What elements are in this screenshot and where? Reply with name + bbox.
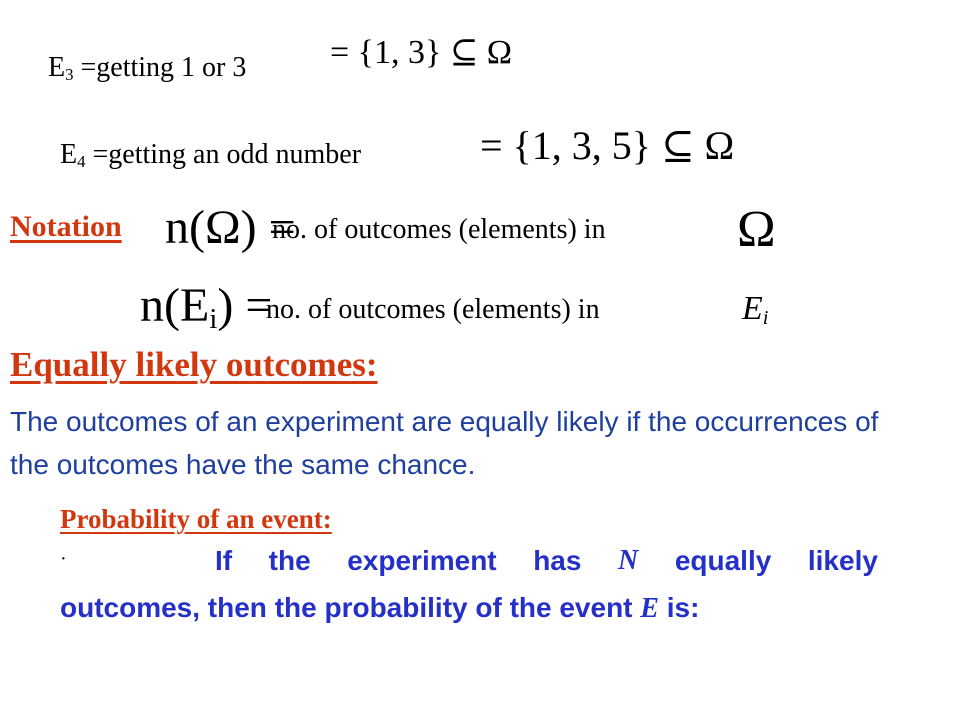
word: likely: [807, 545, 878, 576]
e4-label: E: [60, 139, 78, 170]
variable-e: E: [640, 593, 659, 624]
notation-definition-omega: no. of outcomes (elements) in: [272, 214, 606, 245]
e3-label: E: [48, 52, 66, 83]
n-omega-expression: n(Ω) =: [165, 201, 296, 254]
word: equally: [674, 545, 772, 576]
e3-set-expression: = {1, 3} ⊆ Ω: [330, 34, 513, 71]
e4-set-expression: = {1, 3, 5} ⊆ Ω: [480, 123, 735, 168]
word: experiment: [347, 545, 497, 576]
e4-text: =getting an odd number: [85, 139, 362, 170]
word: has: [533, 545, 582, 576]
ei-letter: E: [742, 290, 763, 327]
ei-symbol: [742, 290, 768, 330]
n-ei-tail: ) =: [217, 279, 273, 332]
line2-end: is:: [658, 592, 700, 623]
bullet-point: ·: [60, 548, 67, 570]
word: the: [268, 545, 311, 576]
e4-subscript: 4: [77, 152, 86, 172]
notation-label: Notation: [10, 210, 122, 243]
equally-likely-title: Equally likely outcomes:: [10, 345, 378, 384]
e3-text: =getting 1 or 3: [73, 52, 247, 83]
notation-definition-ei: no. of outcomes (elements) in: [266, 294, 600, 325]
probability-line-2: [60, 592, 699, 625]
n-ei-subscript: i: [209, 303, 218, 336]
probability-title: Probability of an event:: [60, 504, 332, 534]
line2-start: outcomes, then the probability of the event: [60, 592, 641, 623]
n-ei-head: n(E: [140, 279, 210, 332]
ei-subscript: i: [762, 307, 769, 330]
event-e4-definition: [60, 139, 361, 172]
event-e3-definition: [48, 52, 246, 85]
variable-n: N: [618, 545, 639, 576]
word: If: [215, 545, 233, 576]
omega-symbol: Ω: [737, 201, 776, 258]
e3-subscript: 3: [65, 65, 74, 85]
n-ei-expression: [140, 278, 272, 336]
equally-likely-body: The outcomes of an experiment are equally likely if the occurrences of the outcomes have the same chance.: [10, 406, 879, 480]
